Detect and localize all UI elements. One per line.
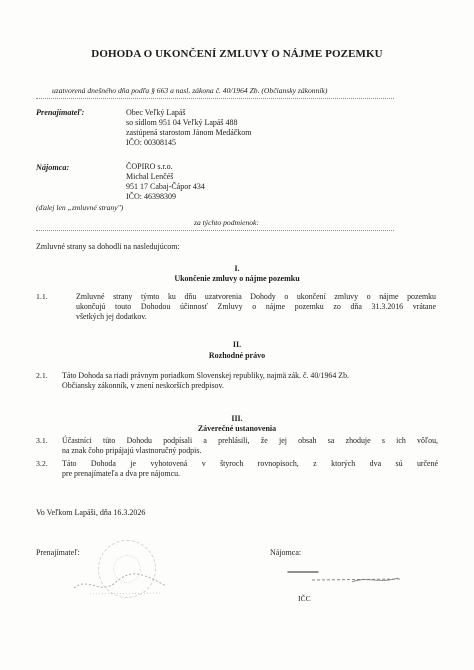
item-1-1-line-3: všetkých jej dodatkov. — [76, 312, 147, 321]
item-1-1-line-2: ukončujú touto Dohodou účinnosť Zmluvy o nájme pozemku zo dňa 31.3.2016 vrátane — [76, 302, 436, 311]
item-2-1-number: 2.1. — [36, 371, 48, 380]
landlord-line-3: zastúpená starostom Jánom Medáčkom — [126, 128, 252, 137]
item-1-1-line-1: Zmluvné strany týmto ku dňu uzatvorenia Dohody o ukončení zmluvy o nájme pozemku — [76, 292, 436, 301]
item-3-2-text — [62, 459, 438, 479]
tenant-line-2: Michal Lenčéš — [126, 172, 174, 181]
section-3-numeral: III. — [231, 414, 243, 423]
section-1-heading: Ukončenie zmluvy o nájme pozemku — [174, 274, 300, 283]
place-and-date: Vo Veľkom Lapáši, dňa 16.3.2026 — [36, 508, 146, 517]
item-3-1-text — [62, 436, 438, 456]
section-2-numeral: II. — [232, 340, 242, 349]
conditions-text: za týchto podmienok: — [194, 218, 259, 227]
tenant-line-4: IČO: 46398309 — [126, 192, 176, 201]
subtitle-rule — [36, 98, 394, 99]
landlord-signature-label: Prenajímateľ: — [36, 548, 80, 557]
parties-note: (ďalej len „zmluvné strany") — [36, 203, 124, 212]
conditions-rule — [36, 230, 394, 231]
item-3-2-line-1: Táto Dohoda je vyhotovená v štyroch rovnopisoch, z ktorých dva sú určené — [62, 459, 438, 468]
item-3-1-line-1: Účastníci tüto Dohodu podpísali a prehlásili, že jej obsah sa zhoduje s ich vôľou, — [62, 436, 438, 445]
tenant-signature-sub: IČC — [298, 594, 311, 603]
item-3-1-line-2: na znak čoho pripájajú vlastnoručný podpis. — [62, 446, 202, 455]
item-2-1-line-2: Občiansky zákonník, v znení neskorších predpisov. — [62, 381, 224, 390]
landlord-label: Prenajímateľ: — [36, 108, 85, 117]
item-1-1-number: 1.1. — [36, 292, 48, 301]
tenant-signature-label: Nájomca: — [270, 548, 302, 557]
item-3-1-number: 3.1. — [36, 436, 48, 445]
item-1-1-text — [76, 292, 436, 322]
section-3-heading: Záverečné ustanovenia — [197, 424, 277, 433]
item-2-1-text — [62, 371, 438, 391]
section-2-heading: Rozhodné právo — [208, 351, 266, 360]
section-1-numeral: I. — [234, 264, 240, 273]
landlord-line-2: so sídlom 951 04 Veľký Lapáš 488 — [126, 118, 238, 127]
tenant-line-3: 951 17 Cabaj-Čápor 434 — [126, 182, 205, 191]
landlord-line-1: Obec Veľký Lapáš — [126, 108, 186, 117]
tenant-line-1: ČOPIRO s.r.o. — [126, 162, 173, 171]
item-3-2-number: 3.2. — [36, 459, 48, 468]
tenant-signature — [282, 560, 422, 588]
item-3-2-line-2: pre prenajímateľa a dva pre nájomcu. — [62, 469, 181, 478]
agreement-intro: Zmluvné strany sa dohodli na nasledujúcom: — [36, 242, 180, 251]
landlord-line-4: IČO: 00308145 — [126, 138, 176, 147]
item-2-1-line-1: Táto Dohoda sa riadi právnym poriadkom Slovenskej republiky, najmä zák. č. 40/1964 Zb. — [62, 371, 349, 380]
document-title: DOHODA O UKONČENÍ ZMLUVY O NÁJME POZEMKU — [91, 48, 383, 60]
landlord-signature — [70, 566, 190, 602]
document-subtitle: uzatvorená dnešného dňa podľa § 663 a nasl. zákona č. 40/1964 Zb. (Občiansky zákonník) — [52, 86, 328, 95]
tenant-label: Nájomca: — [36, 163, 70, 172]
